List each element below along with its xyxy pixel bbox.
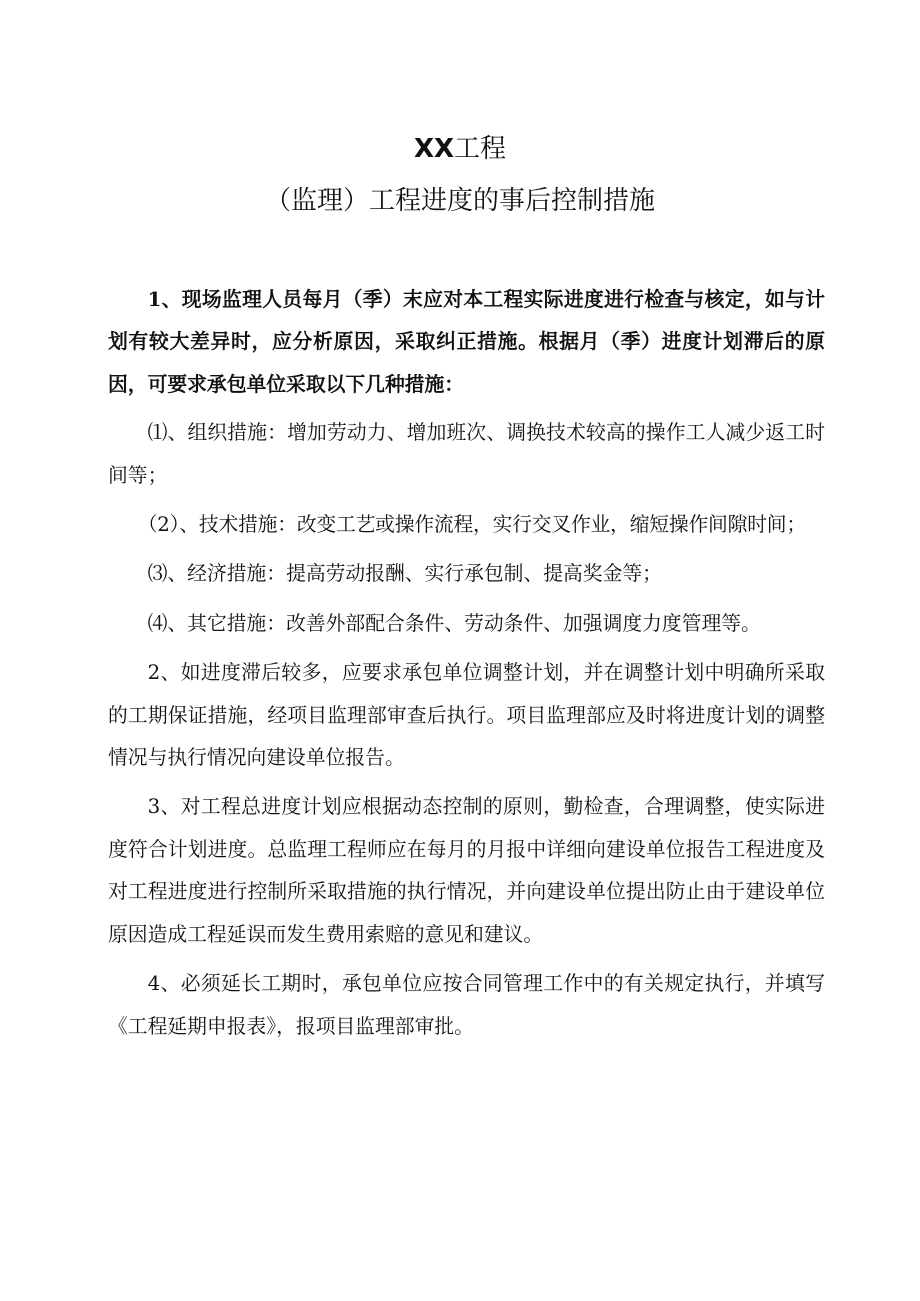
title-suffix: 工程: [454, 134, 507, 164]
document-subtitle: （监理）工程进度的事后控制措施: [264, 186, 655, 216]
measure-economic: ⑶、经济措施：提高劳动报酬、实行承包制、提高奖金等；: [147, 562, 662, 586]
title-prefix: XX: [413, 134, 455, 164]
measure-technical: （2）、技术措施：改变工艺或操作流程，实行交叉作业，缩短操作间隙时间；: [137, 513, 806, 537]
paragraph-item-4: 4、必须延长工期时，承包单位应按合同管理工作中的有关规定执行，并填写《工程延期申报表》，报项目监理部审批。: [108, 972, 825, 1038]
measure-other: ⑷、其它措施：改善外部配合条件、劳动条件、加强调度力度管理等。: [147, 611, 761, 635]
paragraph-item-1: 1、现场监理人员每月（季）末应对本工程实际进度进行检查与核定，如与计划有较大差异时，应分析原因，采取纠正措施。根据月（季）进度计划滞后的原因，可要求承包单位采取以下几种措施：: [108, 287, 825, 396]
paragraph-item-2: 2、如进度滞后较多，应要求承包单位调整计划，并在调整计划中明确所采取的工期保证措施，经项目监理部审查后执行。项目监理部应及时将进度计划的调整情况与执行情况向建设单位报告。: [108, 661, 825, 770]
paragraph-item-3: 3、对工程总进度计划应根据动态控制的原则，勤检查，合理调整，使实际进度符合计划进度。总监理工程师应在每月的月报中详细向建设单位报告工程进度及对工程进度进行控制所采取措施的执行情况，并向建设单位提出防止由于建设单位原因造成工程延误而发生费用索赔的意见和建议。: [108, 795, 825, 946]
document-title: [0, 132, 920, 166]
measure-organizational: ⑴、组织措施：增加劳动力、增加班次、调换技术较高的操作工人减少返工时间等；: [108, 421, 825, 487]
document-body: [108, 278, 825, 1048]
